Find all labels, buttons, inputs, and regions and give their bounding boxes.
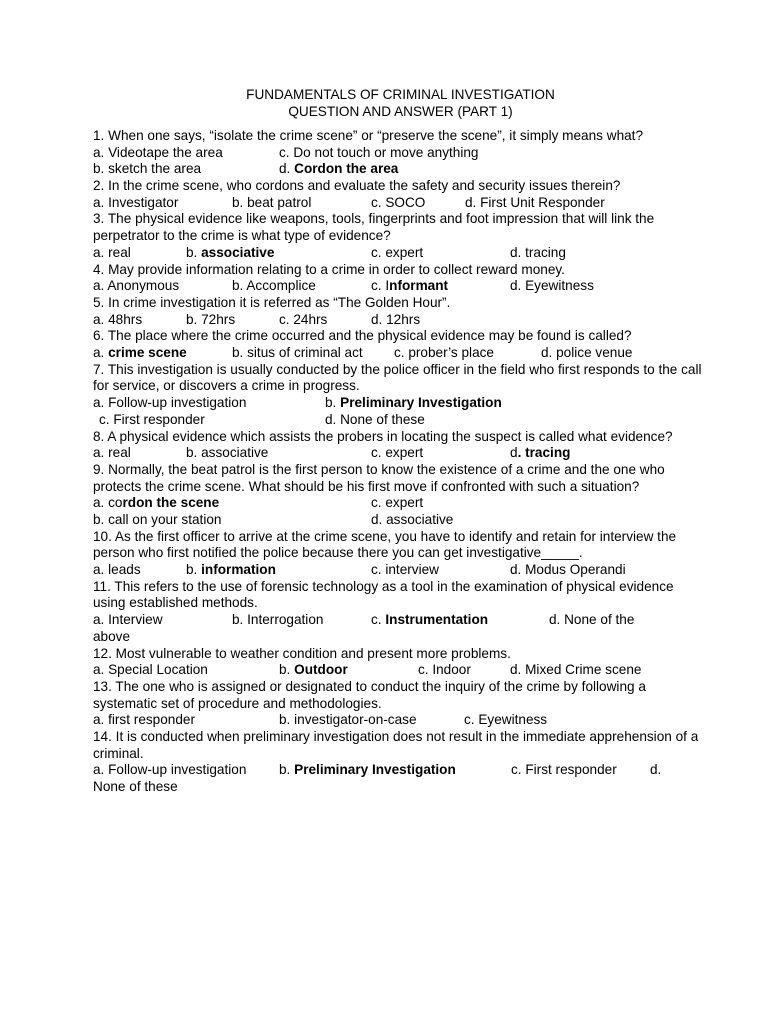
- option-c: c. prober’s place: [394, 345, 494, 361]
- option-c: c. expert: [371, 244, 424, 260]
- option-d-continued: None of these: [93, 779, 178, 795]
- question-text: 1. When one says, “isolate the crime scene” or “preserve the scene”, it simply means what?: [93, 128, 644, 143]
- question-14: [93, 729, 708, 796]
- option-c: [371, 612, 488, 629]
- question-text: 5. In crime investigation it is referred as “The Golden Hour”.: [93, 294, 451, 310]
- question-text: 13. The one who is assigned or designated to conduct the inquiry of the crime by following a systematic set of procedure and methodologies.: [93, 678, 646, 711]
- correct-answer: rdon the scene: [122, 495, 220, 511]
- question-4: [93, 262, 708, 295]
- option-d: d.: [650, 762, 662, 778]
- title-line-1: FUNDAMENTALS OF CRIMINAL INVESTIGATION: [246, 87, 555, 102]
- option-d-continued: above: [93, 628, 131, 644]
- answer-row: [93, 245, 708, 262]
- option-b: b. Interrogation: [232, 612, 324, 628]
- correct-answer: Instrumentation: [385, 612, 489, 628]
- option-c: c. Eyewitness: [464, 712, 548, 728]
- answer-row: [93, 445, 708, 462]
- option-c: c. Indoor: [418, 662, 471, 678]
- answer-row: [93, 345, 708, 362]
- option-prefix: a.: [93, 345, 109, 361]
- option-b: b. situs of criminal act: [232, 345, 363, 361]
- option-a: a. 48hrs: [93, 311, 143, 327]
- question-text: 14. It is conducted when preliminary investigation does not result in the immediate apprehension of a criminal.: [93, 729, 699, 761]
- option-prefix: b.: [279, 762, 295, 778]
- option-b: [186, 562, 276, 579]
- option-a: a. first responder: [93, 712, 195, 728]
- option-prefix: b.: [279, 662, 295, 678]
- option-prefix: b.: [186, 562, 202, 578]
- option-d: [279, 161, 398, 178]
- question-text: 9. Normally, the beat patrol is the first person to know the existence of a crime and the one who protects the crime scene. What should be his first move if confronted with such a situation?: [93, 461, 665, 494]
- title-line-2: QUESTION AND ANSWER (PART 1): [288, 104, 513, 119]
- correct-answer: Outdoor: [294, 662, 348, 678]
- option-a: a. Anonymous: [93, 278, 180, 294]
- document-title: [93, 86, 708, 120]
- question-text: 10. As the first officer to arrive at the crime scene, you have to identify and retain for interview the person who first notified the police because there you can get investigative_____.: [93, 528, 677, 561]
- option-b: b. investigator-on-case: [279, 712, 417, 728]
- question-6: [93, 328, 708, 361]
- correct-answer: nformant: [389, 278, 449, 294]
- question-text: 8. A physical evidence which assists the probers in locating the suspect is called what evidence?: [93, 428, 673, 444]
- answer-row: [93, 762, 708, 779]
- option-d: d. None of these: [325, 411, 425, 427]
- correct-answer: information: [201, 562, 276, 578]
- option-b: b. Accomplice: [232, 278, 316, 294]
- option-a: a. Investigator: [93, 194, 179, 210]
- answer-row: [93, 629, 708, 646]
- answer-row: [93, 712, 708, 729]
- option-c: c. interview: [371, 562, 439, 578]
- option-c: [371, 278, 448, 295]
- correct-answer: crime scene: [108, 345, 187, 361]
- option-c: c. expert: [371, 495, 424, 511]
- correct-answer: Cordon the area: [294, 161, 399, 177]
- question-1: [93, 128, 708, 178]
- question-text: 7. This investigation is usually conducted by the police officer in the field who first responds to the call for service, or discovers a crime in progress.: [93, 361, 702, 394]
- option-d: d. First Unit Responder: [465, 194, 605, 210]
- question-5: [93, 295, 708, 328]
- question-11: [93, 579, 708, 646]
- answer-row: [93, 145, 708, 162]
- option-b: b. beat patrol: [232, 194, 312, 210]
- option-d: d. Mixed Crime scene: [510, 662, 642, 678]
- question-12: [93, 646, 708, 679]
- answer-row: [93, 612, 708, 629]
- option-a: a. Special Location: [93, 662, 208, 678]
- option-d: d. tracing: [510, 244, 566, 260]
- option-d: d. associative: [371, 512, 454, 527]
- answer-row: [93, 495, 708, 512]
- option-b: b. associative: [186, 445, 269, 461]
- option-prefix: b.: [186, 244, 202, 260]
- option-prefix: b.: [325, 395, 341, 411]
- question-text: 2. In the crime scene, who cordons and evaluate the safety and security issues therein?: [93, 178, 621, 194]
- option-b: [279, 662, 348, 679]
- correct-answer: associative: [201, 244, 275, 260]
- answer-row: [93, 562, 708, 579]
- question-3: [93, 211, 708, 261]
- correct-answer: Preliminary Investigation: [340, 395, 502, 411]
- answer-row: [93, 662, 708, 679]
- option-a: a. Videotape the area: [93, 144, 223, 160]
- correct-answer: . tracing: [517, 445, 571, 461]
- option-d: d. Eyewitness: [510, 278, 594, 294]
- option-a: a. real: [93, 445, 131, 461]
- option-c: c. Do not touch or move anything: [279, 144, 479, 160]
- option-prefix: d.: [279, 161, 295, 177]
- option-a: a. Follow-up investigation: [93, 395, 247, 411]
- answer-row: [93, 161, 708, 178]
- option-d: d. 12hrs: [371, 311, 421, 327]
- option-b: [186, 245, 274, 262]
- option-d: d. Modus Operandi: [510, 562, 626, 578]
- option-prefix: d: [510, 445, 518, 461]
- answer-row: [93, 195, 708, 212]
- question-text: 6. The place where the crime occurred and the physical evidence may be found is called?: [93, 328, 632, 344]
- question-7: [93, 362, 708, 429]
- option-a: [93, 345, 187, 362]
- option-b: [325, 395, 502, 412]
- option-prefix: a. co: [93, 495, 123, 511]
- question-10: [93, 529, 708, 579]
- question-8: [93, 429, 708, 462]
- question-9: [93, 462, 708, 529]
- option-b: b. sketch the area: [93, 161, 202, 177]
- option-c: c. 24hrs: [279, 311, 328, 327]
- question-13: [93, 679, 708, 729]
- answer-row: [93, 278, 708, 295]
- option-a: [93, 495, 219, 512]
- option-c: c. SOCO: [371, 194, 426, 210]
- option-d: d. police venue: [541, 345, 633, 361]
- question-text: 12. Most vulnerable to weather condition and present more problems.: [93, 645, 511, 661]
- option-a: a. leads: [93, 562, 141, 578]
- option-d: d. None of the: [549, 612, 635, 628]
- option-c: c. First responder: [99, 411, 205, 427]
- answer-row: [93, 779, 708, 796]
- answer-row: [93, 412, 708, 429]
- option-prefix: c. I: [371, 278, 390, 294]
- question-2: [93, 178, 708, 211]
- option-a: a. Interview: [93, 612, 163, 628]
- question-text: 11. This refers to the use of forensic technology as a tool in the examination of physical evidence using established methods.: [93, 578, 674, 611]
- option-b: b. call on your station: [93, 512, 222, 527]
- option-b: b. 72hrs: [186, 311, 236, 327]
- option-d: [510, 445, 570, 462]
- option-a: a. Follow-up investigation: [93, 762, 247, 778]
- question-text: 4. May provide information relating to a crime in order to collect reward money.: [93, 261, 565, 277]
- answer-row: [93, 512, 708, 529]
- option-prefix: c.: [371, 612, 386, 628]
- question-text: 3. The physical evidence like weapons, tools, fingerprints and foot impression that will link the perpetrator to the crime is what type of evidence?: [93, 211, 655, 244]
- answer-row: [93, 395, 708, 412]
- option-a: a. real: [93, 244, 131, 260]
- option-c: c. First responder: [511, 762, 617, 778]
- option-b: [279, 762, 456, 779]
- answer-row: [93, 312, 708, 329]
- correct-answer: Preliminary Investigation: [294, 762, 456, 778]
- option-c: c. expert: [371, 445, 424, 461]
